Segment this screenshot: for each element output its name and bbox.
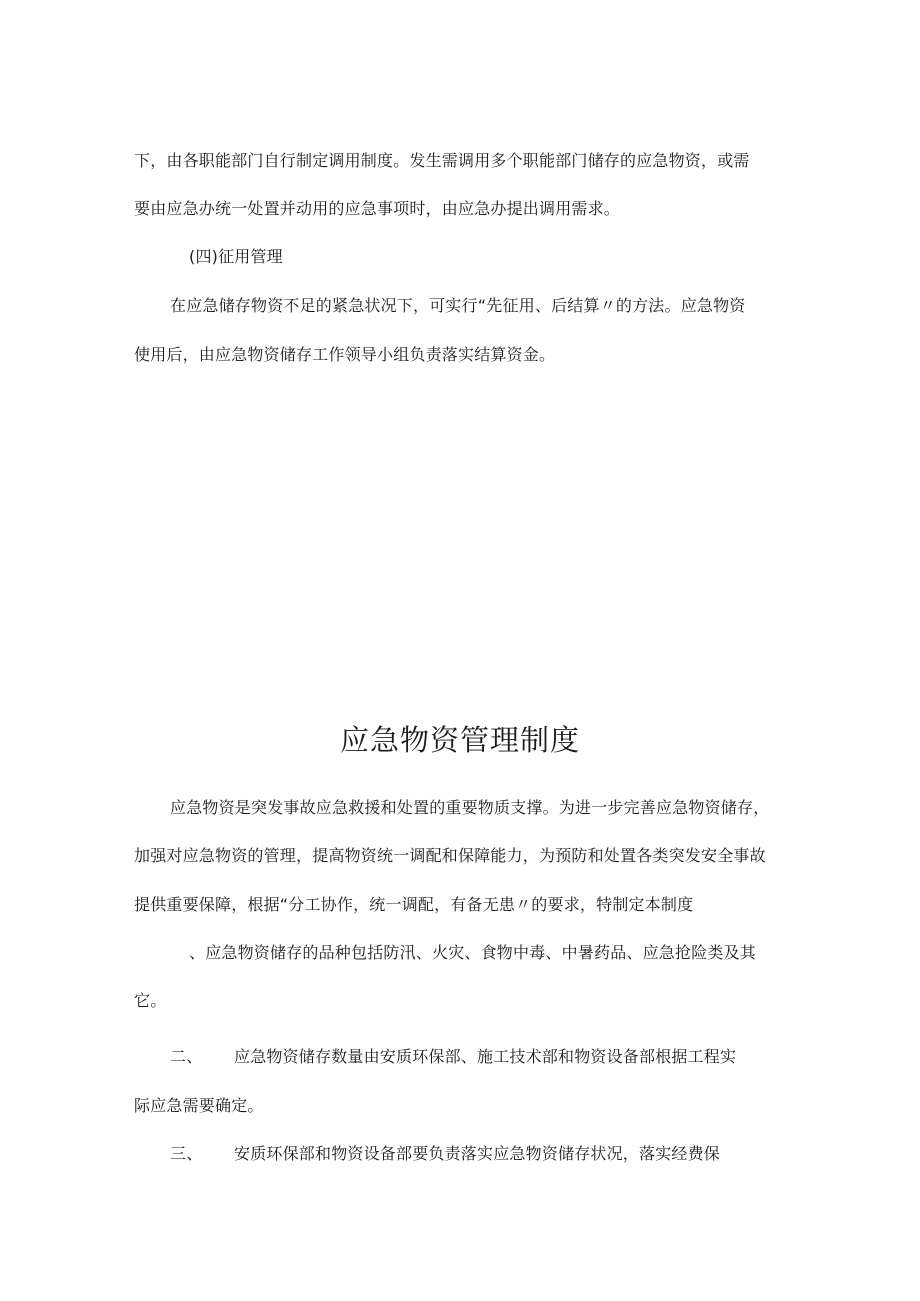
item2-number: 二、 <box>170 1047 203 1066</box>
item2-line2: 际应急需要确定。 <box>134 1096 264 1115</box>
intro-line3: 提供重要保障，根据“分工协作，统一调配，有备无患〃的要求，特制定本制度 <box>134 895 694 914</box>
item1-line2: 它。 <box>134 991 167 1010</box>
prev-para2-line2: 使用后，由应急物资储存工作领导小组负责落实结算资金。 <box>134 345 556 364</box>
intro-line2: 加强对应急物资的管理，提高物资统一调配和保障能力，为预防和处置各类突发安全事故 <box>134 846 766 865</box>
item3-line1 <box>170 1144 720 1164</box>
prev-para1-line2: 要由应急办统一处置并动用的应急事项时，由应急办提出调用需求。 <box>134 199 621 218</box>
prev-para2-line1: 在应急储存物资不足的紧急状况下，可实行“先征用、后结算〃的方法。应急物资 <box>170 296 746 315</box>
item2-line1 <box>170 1047 736 1067</box>
section-heading-4: (四)征用管理 <box>189 247 283 266</box>
item1-line1: 、应急物资储存的品种包括防汛、火灾、食物中毒、中暑药品、应急抢险类及其 <box>189 943 757 962</box>
intro-line1: 应急物资是突发事故应急救援和处置的重要物质支撑。为进一步完善应急物资储存， <box>170 798 770 817</box>
document-title: 应急物资管理制度 <box>339 723 580 757</box>
item3-text: 安质环保部和物资设备部要负责落实应急物资储存状况，落实经费保 <box>234 1144 721 1163</box>
item2-text: 应急物资储存数量由安质环保部、施工技术部和物资设备部根据工程实 <box>234 1047 737 1066</box>
item3-number: 三、 <box>170 1144 203 1163</box>
prev-para1-line1: 下，由各职能部门自行制定调用制度。发生需调用多个职能部门储存的应急物资，或需 <box>134 151 750 170</box>
